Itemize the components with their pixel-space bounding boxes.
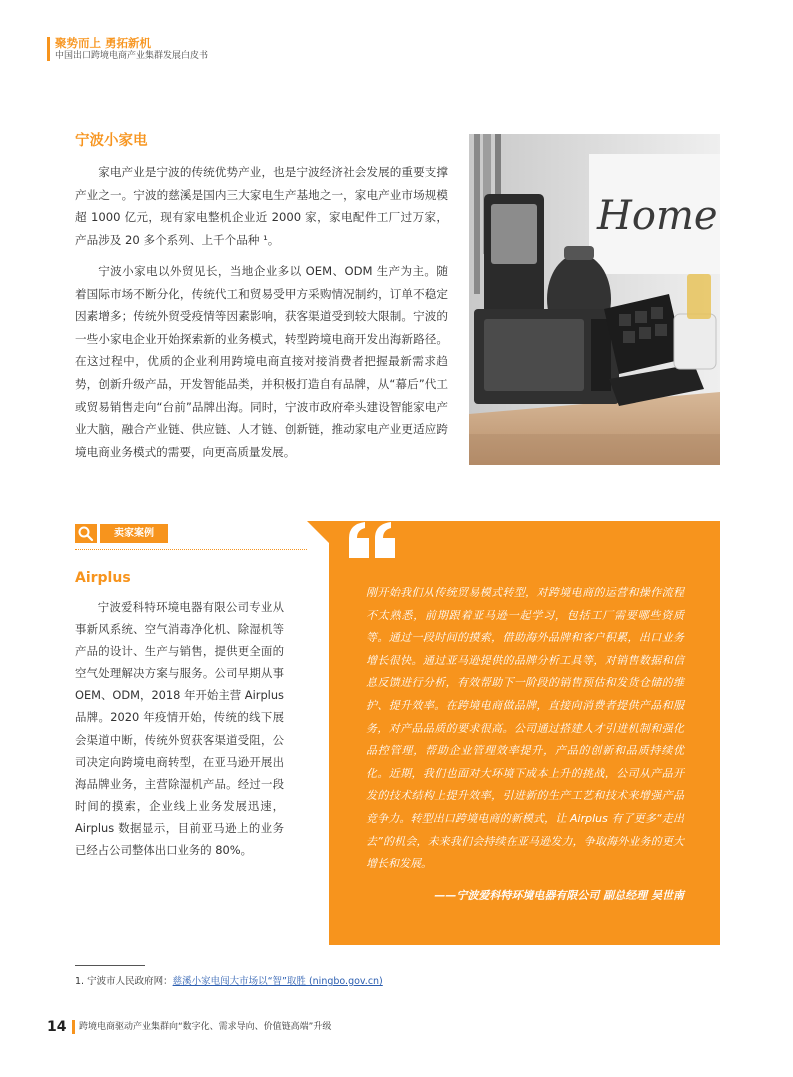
- footnote-link[interactable]: 慈溪小家电闯大市场以“智”取胜 (ningbo.gov.cn): [172, 976, 383, 987]
- page-number: 14: [47, 1019, 67, 1035]
- footnote-prefix: 1. 宁波市人民政府网：: [75, 976, 173, 987]
- header-subtitle: 中国出口跨境电商产业集群发展白皮书: [55, 51, 209, 61]
- footnote: [75, 976, 383, 988]
- quote-attribution: ——宁波爱科特环境电器有限公司 副总经理 吴世南: [434, 889, 684, 902]
- quote-text: 刚开始我们从传统贸易模式转型，对跨境电商的运营和操作流程不太熟悉，前期跟着亚马逊一起学习，包括工厂需要哪些资质等。通过一段时间的摸索，借助海外品牌和客户积累，出口业务增长很快。通过亚马逊提供的品牌分析工具等，对销售数据和信息反馈进行分析，有效帮助下一阶段的销售预估和发货仓储的维护、提升效率。在跨境电商做品牌，直接向消费者提供产品和服务，对产品品质的要求很高。公司通过搭建人才引进机制和强化品控管理，帮助企业管理效率提升，产品的创新和品质持续优化。近期，我们也面对大环境下成本上升的挑战，公司从产品开发的技术结构上提升效率，引进新的生产工艺和技术来增强产品竞争力。转型出口跨境电商的新模式，让 Airplus 有了更多“走出去”的机会，未来我们会持续在亚马逊发力，争取海外业务的更大增长和发展。: [366, 586, 684, 871]
- case-icon-box: [75, 524, 97, 543]
- case-label: 卖家案例: [114, 528, 154, 539]
- footer-accent-bar: [72, 1020, 75, 1034]
- header-title: 聚势而上 勇拓新机: [55, 36, 152, 50]
- case-paragraph: 宁波爱科特环境电器有限公司专业从事新风系统、空气消毒净化机、除湿机等产品的设计、生产与销售，提供更全面的空气处理解决方案与服务。公司早期从事 OEM、ODM，2018 年开始主营 Airplus 品牌。2020 年疫情开始，传统的线下展会渠道中断，传统外贸获客渠道受阻，公司决定向跨境电商转型，在亚马逊开展出海品牌业务，主营除湿机产品。经过一段时间的摸索，企业线上业务发展迅速，Airplus 数据显示，目前亚马逊上的业务已经占公司整体出口业务的 80%。: [75, 600, 284, 858]
- photo-sign-text: Home: [597, 193, 718, 239]
- kitchen-appliances-illustration: [469, 134, 720, 465]
- section-paragraph-2: 宁波小家电以外贸见长，当地企业多以 OEM、ODM 生产为主。随着国际市场不断分化，传统代工和贸易受甲方采购情况制约，订单不稳定因素增多；传统外贸受疫情等因素影响，获客渠道受到较大限制。宁波的一些小家电企业开始探索新的业务模式，转型跨境电商开发出海新路径。在这过程中，优质的企业利用跨境电商直接对接消费者把握最新需求趋势，创新升级产品，开发智能品类，并积极打造自有品牌，从“幕后”代工或贸易销售走向“台前”品牌出海。同时，宁波市政府牵头建设智能家电产业大脑，融合产业链、供应链、人才链、创新链，推动家电产业更适应跨境电商业务模式的需要，向更高质量发展。: [75, 264, 448, 459]
- case-divider: [75, 549, 307, 550]
- kitchen-appliances-photo: [469, 134, 720, 465]
- section-title: 宁波小家电: [75, 133, 148, 149]
- quote-box-notch: [307, 521, 329, 543]
- case-company-title: Airplus: [75, 570, 131, 586]
- footer-text: 跨境电商驱动产业集群向“数字化、需求导向、价值链高端”升级: [79, 1022, 332, 1032]
- quote-mark-icon: [349, 522, 399, 558]
- footnote-rule: [75, 965, 145, 966]
- section-paragraph-1: 家电产业是宁波的传统优势产业，也是宁波经济社会发展的重要支撑产业之一。宁波的慈溪是国内三大家电生产基地之一，家电产业市场规模超 1000 亿元，现有家电整机企业近 2000 家，家电配件工厂过万家，产品涉及 20 多个系列、上千个品种 ¹。: [75, 165, 448, 247]
- magnifier-icon: [75, 524, 97, 543]
- header-accent-bar: [47, 37, 50, 61]
